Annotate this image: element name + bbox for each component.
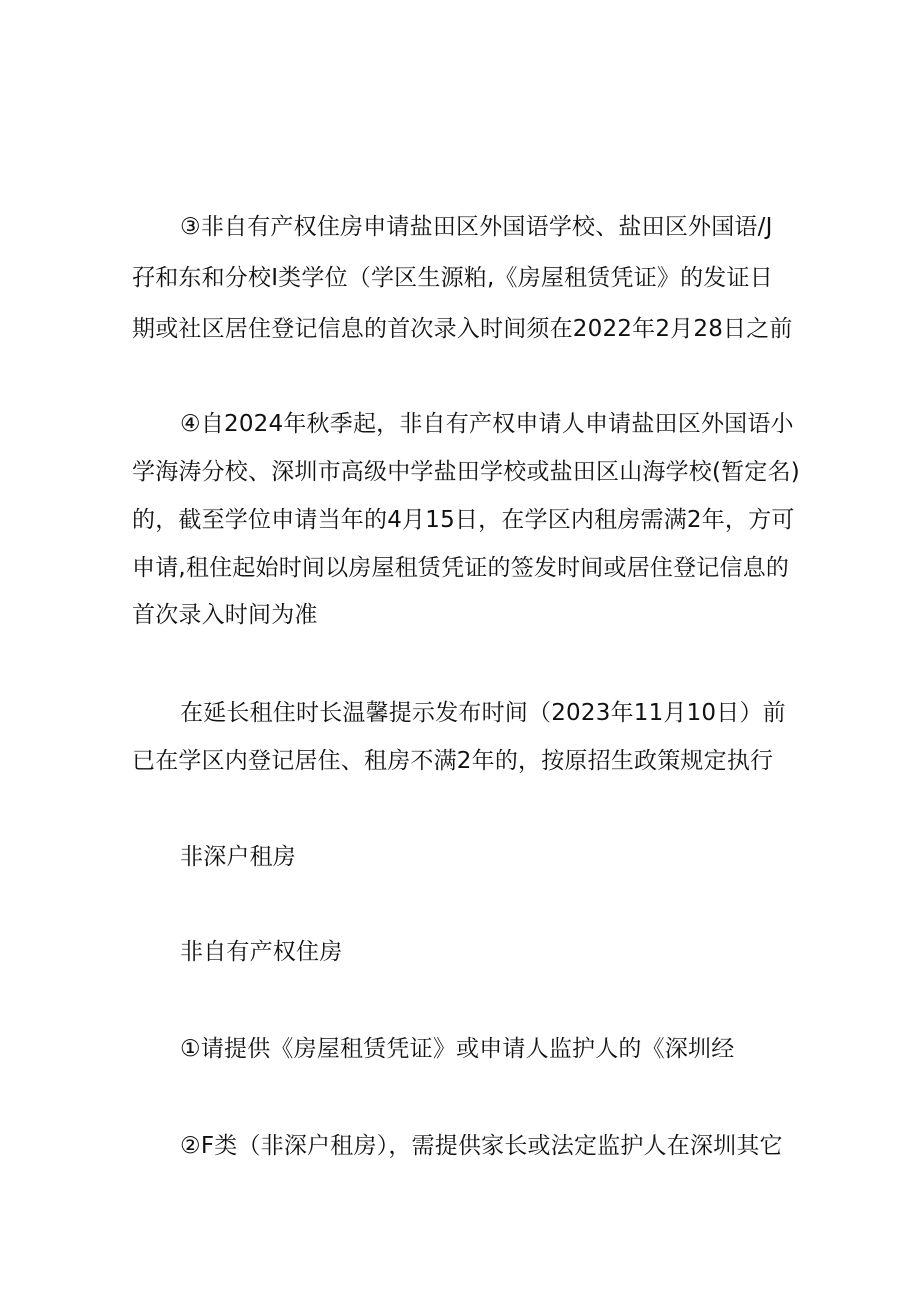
paragraph-3-line-1: 在延长租住时长温馨提示发布时间（2023年11月10日）前: [180, 700, 786, 726]
paragraph-1-line-1: ③非自有产权住房申请盐田区外国语学校、盐田区外国语/J: [180, 214, 773, 240]
paragraph-2-line-1: ④自2024年秋季起，非自有产权申请人申请盐田区外国语小: [180, 411, 794, 437]
paragraph-2-line-2: 学海涛分校、深圳市高级中学盐田学校或盐田区山海学校(暂定名): [132, 459, 800, 485]
paragraph-2-line-3: 的，截至学位申请当年的4月15日，在学区内租房需满2年，方可: [132, 507, 795, 533]
item-2-line: ②F类（非深户租房），需提供家长或法定监护人在深圳其它: [180, 1133, 783, 1159]
heading-non-shenzhen-rental: 非深户租房: [180, 844, 296, 870]
paragraph-1-line-2: 孖和东和分校I类学位（学区生源粕,《房屋租赁凭证》的发证日: [132, 265, 773, 291]
heading-non-owned-housing: 非自有产权住房: [180, 939, 343, 965]
paragraph-3-line-2: 已在学区内登记居住、租房不满2年的，按原招生政策规定执行: [132, 748, 774, 774]
paragraph-2-line-4: 申请,租住起始时间以房屋租赁凭证的签发时间或居住登记信息的: [132, 555, 790, 581]
paragraph-1-line-3: 期或社区居住登记信息的首次录入时间须在2022年2月28日之前: [132, 316, 793, 342]
item-1-line: ①请提供《房屋租赁凭证》或申请人监护人的《深圳经: [180, 1036, 735, 1062]
paragraph-2-line-5: 首次录入时间为准: [132, 602, 318, 628]
